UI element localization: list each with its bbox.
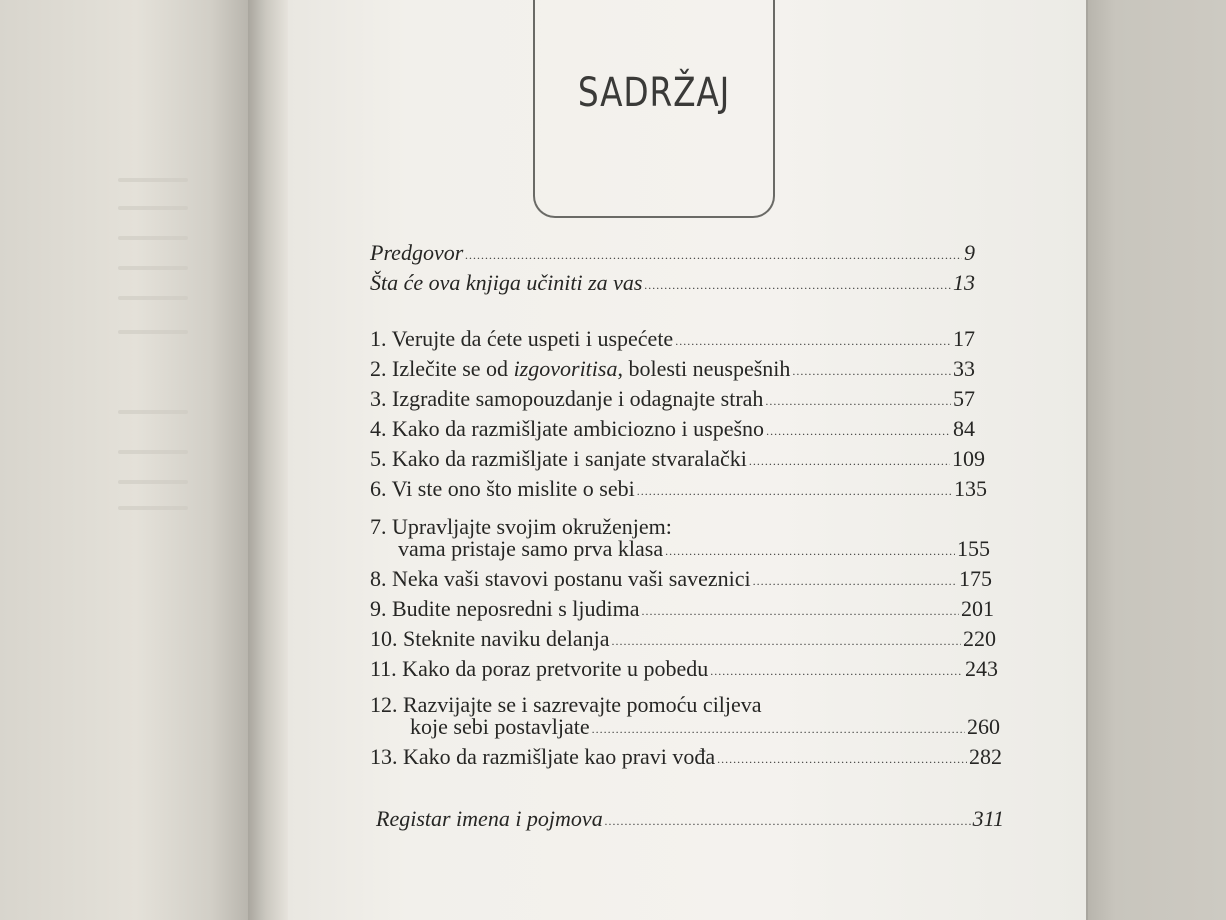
dot-leader: [605, 814, 971, 828]
toc-entry-title: Predgovor: [370, 240, 464, 265]
dot-leader: [675, 334, 951, 348]
heading-frame: [533, 0, 775, 218]
dot-leader: [645, 278, 952, 292]
toc-chapter-5: [370, 446, 985, 472]
bleed-through-line: [118, 450, 188, 454]
toc-page-number: 201: [961, 596, 994, 621]
toc-entry-what-book-does: [370, 270, 975, 296]
dot-leader: [749, 454, 950, 468]
toc-chapter-9: [370, 596, 994, 622]
dot-leader: [641, 604, 959, 618]
bleed-through-line: [118, 178, 188, 182]
toc-page-number: 311: [972, 806, 1004, 831]
bleed-through-line: [118, 236, 188, 240]
toc-chapter-7-continued: [398, 536, 990, 562]
toc-chapter-12-continued: [410, 714, 1000, 740]
toc-page-number: 282: [969, 744, 1002, 769]
toc-chapter-3: [370, 386, 975, 412]
toc-chapter-10: [370, 626, 996, 652]
dot-leader: [637, 484, 952, 498]
toc-page-number: 13: [953, 270, 975, 295]
contents-heading: SADRŽAJ: [577, 70, 731, 116]
toc-entry-title-continued: vama pristaje samo prva klasa: [398, 536, 664, 561]
toc-page-number: 17: [953, 326, 975, 351]
toc-page-number: 109: [952, 446, 985, 471]
toc-chapter-2: [370, 356, 975, 382]
toc-entry-title: 10. Steknite naviku delanja: [370, 626, 610, 651]
dot-leader: [765, 394, 951, 408]
toc-page-number: 155: [957, 536, 990, 561]
toc-entry-title: 7. Upravljajte svojim okruženjem:: [370, 514, 672, 539]
toc-entry-title: 4. Kako da razmišljate ambiciozno i uspešno: [370, 416, 765, 441]
toc-page-number: 33: [953, 356, 975, 381]
toc-entry-title: 12. Razvijajte se i sazrevajte pomoću ciljeva: [370, 692, 762, 717]
toc-entry-title: 1. Verujte da ćete uspeti i uspećete: [370, 326, 674, 351]
dot-leader: [717, 752, 967, 766]
facing-left-page: [0, 0, 248, 920]
toc-entry-title: 3. Izgradite samopouzdanje i odagnajte strah: [370, 386, 764, 411]
toc-page-number: 135: [954, 476, 987, 501]
toc-page-number: 260: [967, 714, 1000, 739]
toc-entry-title: 8. Neka vaši stavovi postanu vaši saveznici: [370, 566, 751, 591]
toc-page-number: 175: [959, 566, 992, 591]
toc-chapter-8: [370, 566, 992, 592]
toc-entry-title: Registar imena i pojmova: [376, 806, 603, 831]
toc-chapter-11: [370, 656, 998, 682]
dot-leader: [592, 722, 965, 736]
toc-entry-title: 6. Vi ste ono što mislite o sebi: [370, 476, 635, 501]
dot-leader: [665, 544, 955, 558]
dot-leader: [465, 248, 962, 262]
toc-entry-title-emphasis: izgovoritisa: [513, 356, 618, 381]
toc-entry-index: [376, 806, 1004, 832]
bleed-through-line: [118, 480, 188, 484]
toc-entry-title: 9. Budite neposredni s ljudima: [370, 596, 640, 621]
toc-entry-title: [370, 356, 790, 382]
toc-entry-predgovor: [370, 240, 975, 266]
toc-page-number: 57: [953, 386, 975, 411]
toc-entry-title: 13. Kako da razmišljate kao pravi vođa: [370, 744, 716, 769]
bleed-through-line: [118, 266, 188, 270]
dot-leader: [766, 424, 951, 438]
bleed-through-line: [118, 330, 188, 334]
toc-page-number: 84: [953, 416, 975, 441]
page-stack-edge: [1088, 0, 1226, 920]
bleed-through-line: [118, 506, 188, 510]
book-gutter: [248, 0, 288, 920]
toc-chapter-1: [370, 326, 975, 352]
toc-entry-title: Šta će ova knjiga učiniti za vas: [370, 270, 643, 295]
bleed-through-line: [118, 296, 188, 300]
toc-entry-title-start: 2. Izlečite se od: [370, 356, 514, 381]
toc-entry-title: 5. Kako da razmišljate i sanjate stvaralački: [370, 446, 747, 471]
toc-page-number: 243: [965, 656, 998, 681]
bleed-through-line: [118, 206, 188, 210]
toc-entry-title: 11. Kako da poraz pretvorite u pobedu: [370, 656, 709, 681]
toc-entry-title-end: , bolesti neuspešnih: [617, 356, 791, 381]
dot-leader: [792, 364, 951, 378]
toc-page-number: 220: [963, 626, 996, 651]
bleed-through-line: [118, 410, 188, 414]
toc-chapter-13: [370, 744, 1002, 770]
dot-leader: [753, 574, 957, 588]
dot-leader: [612, 634, 962, 648]
toc-page-number: 9: [964, 240, 975, 265]
toc-chapter-4: [370, 416, 975, 442]
toc-entry-title-continued: koje sebi postavljate: [410, 714, 590, 739]
dot-leader: [710, 664, 963, 678]
toc-chapter-6: [370, 476, 987, 502]
